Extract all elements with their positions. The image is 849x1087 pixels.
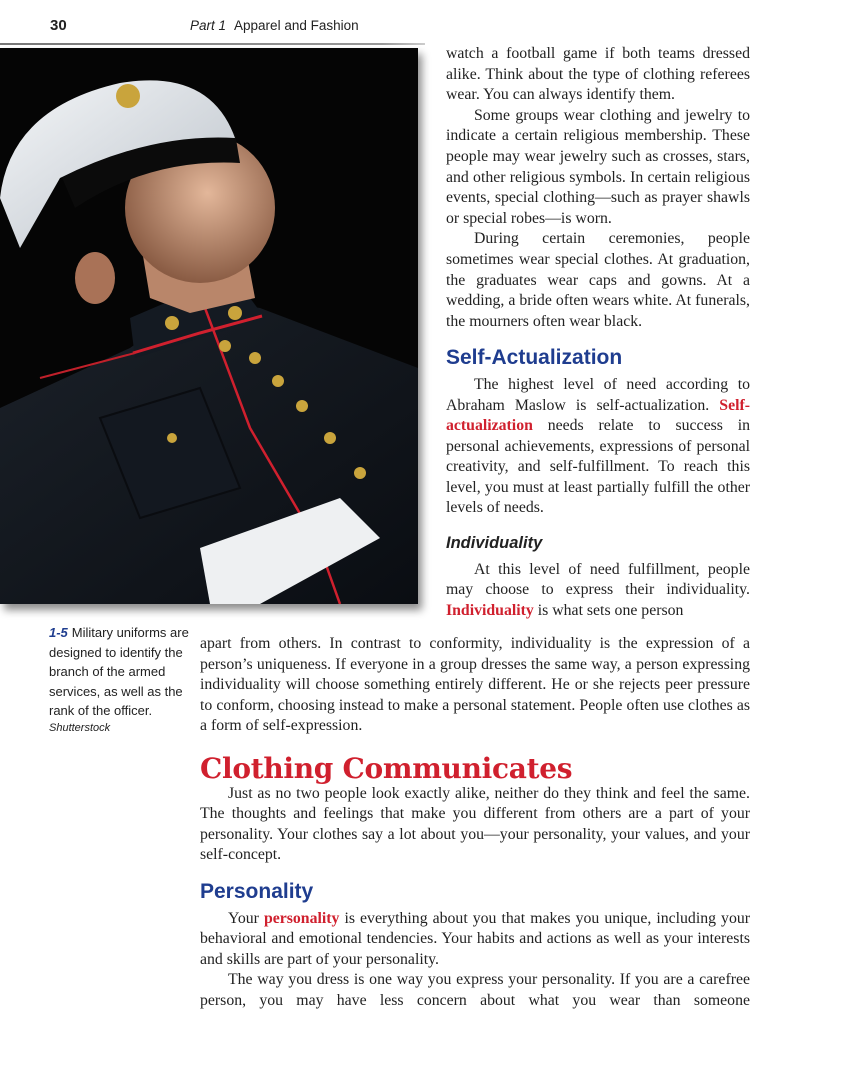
header-rule <box>0 43 425 45</box>
part-number: Part 1 <box>190 18 227 33</box>
page-number: 30 <box>50 17 67 34</box>
caption-text: Military uniforms are designed to identify the branch of the armed services, as well as the rank of the officer. <box>49 625 189 718</box>
figure-caption <box>49 623 189 735</box>
paragraph-self-actualization <box>446 375 750 519</box>
figure-number: 1-5 <box>49 625 68 640</box>
text-run: is what sets one person <box>533 601 684 619</box>
wide-column <box>200 634 750 1012</box>
paragraph-individuality-start <box>446 560 750 622</box>
paragraph-religious: Some groups wear clothing and jewelry to indicate a certain religious membership. These people may wear jewelry such as crosses, stars, and other religious symbols. In certain religious events, special clothing—such as prayer shawls or special robes—is worn. <box>446 106 750 227</box>
text-run: The highest level of need according to Abraham Maslow is self-actualization. <box>446 375 750 414</box>
part-title: Apparel and Fashion <box>234 18 359 33</box>
text-run: needs relate to success in personal achievements, expressions of personal creativity, and self-fulfillment. To reach this level, you must at least partially fulfill the other levels of needs. <box>446 417 750 517</box>
figure-photo-marine <box>0 48 418 604</box>
running-head <box>0 0 849 44</box>
paragraph-communicates: Just as no two people look exactly alike, neither do they think and feel the same. The thoughts and feelings that make you different from others are a part of your personality. Your clothes say a lot about you—your personality, your values, and your self-concept. <box>200 784 750 864</box>
term-self-actualization: Self-actualization <box>446 396 750 435</box>
part-label <box>190 18 359 33</box>
heading-clothing-communicates: Clothing Communicates <box>200 751 573 785</box>
text-run: At this level of need fulfillment, people may choose to express their individuality. <box>446 560 750 599</box>
paragraph-individuality-cont: apart from others. In contrast to conformity, individuality is the expression of a person’s uniqueness. If everyone in a group dresses the same way, a person expressing individuality will choose something entirely different. He or she rejects peer pressure to conform, choosing instead to make a personal statement. People often use clothes as a form of self-expression. <box>200 635 750 735</box>
term-personality: personality <box>263 909 340 927</box>
text-run: is everything about you that makes you unique, including your behavioral and emotional tendencies. Your habits and actions as well as your interests and skills are part of your personality. <box>200 909 750 968</box>
right-column <box>446 44 750 621</box>
marine-photo-illustration <box>0 48 418 604</box>
paragraph-personality <box>200 909 750 971</box>
photo-credit: Shutterstock <box>49 721 111 734</box>
term-individuality: Individuality <box>446 601 534 619</box>
heading-individuality: Individuality <box>446 534 543 553</box>
paragraph-dress: The way you dress is one way you express your personality. If you are a carefree person, you may have less concern about what you wear than someone <box>200 971 750 1009</box>
heading-self-actualization: Self-Actualization <box>446 346 623 370</box>
text-run: Your <box>228 909 264 927</box>
paragraph-continued: watch a football game if both teams dressed alike. Think about the type of clothing referees wear. You can always identify them. <box>446 45 750 104</box>
paragraph-ceremonies: During certain ceremonies, people sometimes wear special clothes. At graduation, the graduates wear caps and gowns. At a wedding, a bride often wears white. At funerals, the mourners often wear black. <box>446 230 750 330</box>
heading-personality: Personality <box>200 879 314 903</box>
